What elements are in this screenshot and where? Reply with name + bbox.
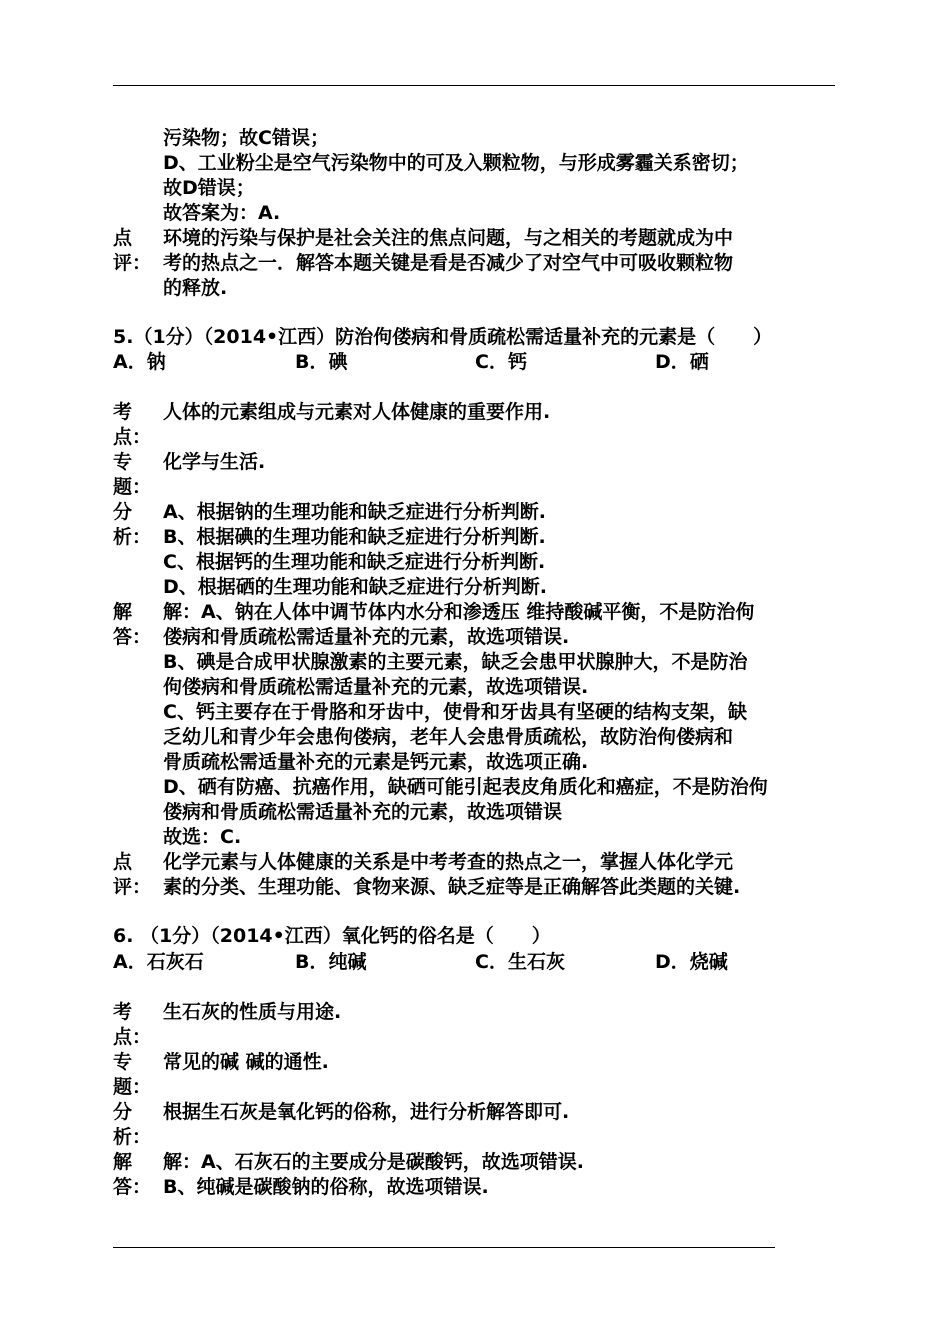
q5-jieda-9: 偻病和骨质疏松需适量补充的元素，故选项错误 (163, 801, 563, 823)
q6-kaodian: 生石灰的性质与用途. (163, 1001, 342, 1023)
q5-dianping-2: 素的分类、生理功能、食物来源、缺乏症等是正确解答此类题的关键. (163, 876, 741, 898)
q6-fenxi: 根据生石灰是氧化钙的俗称，进行分析解答即可. (163, 1101, 570, 1123)
q5-fenxi-3: C、根据钙的生理功能和缺乏症进行分析判断. (163, 551, 546, 573)
q5-jieda-7: 骨质疏松需适量补充的元素是钙元素，故选项正确. (163, 751, 589, 773)
prev-comment-1: 环境的污染与保护是社会关注的焦点问题，与之相关的考题就成为中 (163, 227, 734, 249)
q5-jieda-label: 解 答： (113, 601, 152, 648)
q5-jieda-2: 偻病和骨质疏松需适量补充的元素，故选项错误. (163, 626, 570, 648)
prev-line-1: 污染物；故C错误； (163, 127, 329, 149)
q5-question: 5.（1分）（2014•江西）防治佝偻病和骨质疏松需适量补充的元素是（ ） (113, 326, 773, 348)
prev-comment-label: 点 评： (113, 227, 152, 274)
q5-fenxi-4: D、根据硒的生理功能和缺乏症进行分析判断. (163, 576, 547, 598)
q6-question: 6. （1分）（2014•江西）氧化钙的俗名是（ ） (113, 925, 551, 947)
q6-option-c: C．生石灰 (475, 951, 565, 973)
q6-zhuanti: 常见的碱 碱的通性. (163, 1051, 329, 1073)
q6-zhuanti-label: 专 题： (113, 1051, 152, 1098)
q5-fenxi-1: A、根据钠的生理功能和缺乏症进行分析判断. (163, 501, 546, 523)
q5-kaodian: 人体的元素组成与元素对人体健康的重要作用. (163, 401, 551, 423)
q5-jieda-10: 故选：C. (163, 826, 242, 848)
q5-kaodian-label: 考 点： (113, 401, 152, 448)
prev-line-3: 故D错误； (163, 177, 255, 199)
q6-kaodian-label: 考 点： (113, 1001, 152, 1048)
q6-fenxi-label: 分 析： (113, 1101, 152, 1148)
footer-rule (113, 1247, 775, 1248)
prev-line-2: D、工业粉尘是空气污染物中的可及入颗粒物，与形成雾霾关系密切； (163, 152, 749, 174)
q5-zhuanti: 化学与生活. (163, 451, 266, 473)
q5-option-b: B．碘 (295, 351, 348, 373)
q6-option-a: A．石灰石 (113, 951, 204, 973)
q5-dianping-1: 化学元素与人体健康的关系是中考考查的热点之一，掌握人体化学元 (163, 851, 734, 873)
q5-option-c: C．钙 (475, 351, 527, 373)
q5-jieda-8: D、硒有防癌、抗癌作用，缺硒可能引起表皮角质化和癌症，不是防治佝 (163, 776, 768, 798)
q5-option-d: D．硒 (655, 351, 709, 373)
q5-jieda-3: B、碘是合成甲状腺激素的主要元素，缺乏会患甲状腺肿大，不是防治 (163, 651, 748, 673)
q6-option-d: D．烧碱 (655, 951, 728, 973)
q5-zhuanti-label: 专 题： (113, 451, 152, 498)
q5-option-a: A．钠 (113, 351, 166, 373)
q6-jieda-label: 解 答： (113, 1151, 152, 1198)
q5-fenxi-label: 分 析： (113, 501, 152, 548)
q5-jieda-1: 解：A、钠在人体中调节体内水分和渗透压 维持酸碱平衡，不是防治佝 (163, 601, 755, 623)
q5-fenxi-2: B、根据碘的生理功能和缺乏症进行分析判断. (163, 526, 546, 548)
prev-comment-2: 考的热点之一．解答本题关键是看是否减少了对空气中可吸收颗粒物 (163, 252, 734, 274)
prev-comment-3: 的释放. (163, 277, 228, 299)
q5-jieda-5: C、钙主要存在于骨胳和牙齿中，使骨和牙齿具有坚硬的结构支架，缺 (163, 701, 747, 723)
header-rule (113, 85, 835, 86)
q6-jieda-2: B、纯碱是碳酸钠的俗称，故选项错误. (163, 1176, 489, 1198)
q6-jieda-1: 解：A、石灰石的主要成分是碳酸钙，故选项错误. (163, 1151, 584, 1173)
q5-jieda-4: 佝偻病和骨质疏松需适量补充的元素，故选项错误. (163, 676, 589, 698)
q5-dianping-label: 点 评： (113, 851, 152, 898)
q6-option-b: B．纯碱 (295, 951, 367, 973)
prev-line-4: 故答案为：A. (163, 202, 281, 224)
q5-jieda-6: 乏幼儿和青少年会患佝偻病，老年人会患骨质疏松，故防治佝偻病和 (163, 726, 734, 748)
